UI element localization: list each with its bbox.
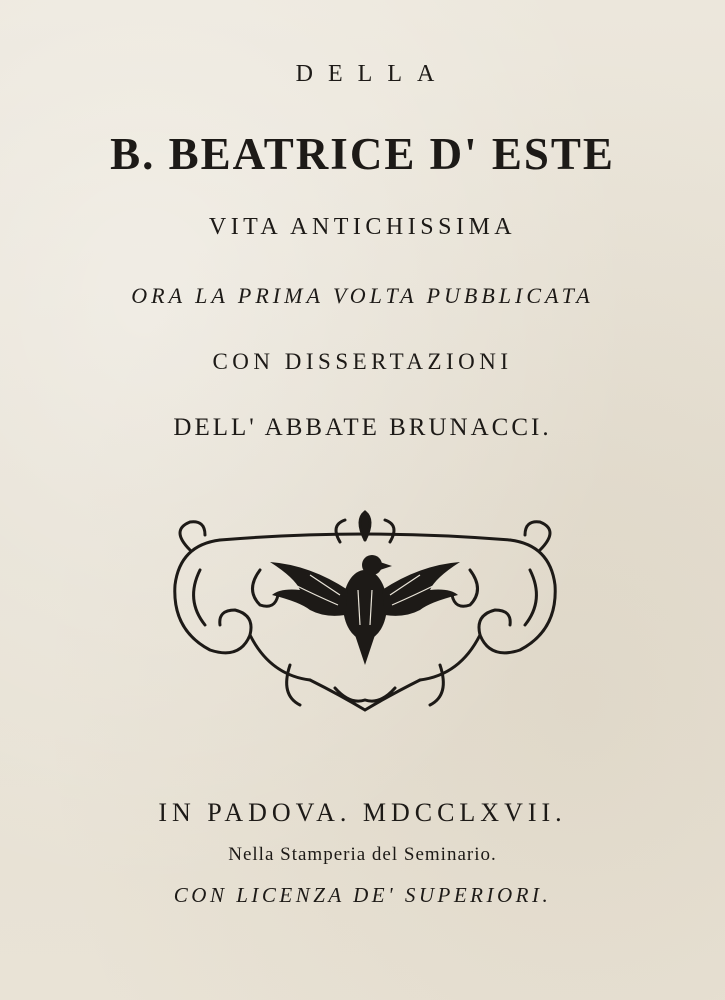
- subtitle-dissertations: CON DISSERTAZIONI: [212, 349, 513, 374]
- subtitle-vita: VITA ANTICHISSIMA: [208, 214, 517, 240]
- eagle-ornament-icon: [160, 510, 570, 715]
- license-line: CON LICENZA DE' SUPERIORI.: [173, 883, 552, 907]
- imprint-place-date: IN PADOVA. MDCCLXVII.: [158, 798, 567, 827]
- printer-line: Nella Stamperia del Seminario.: [228, 844, 497, 865]
- subtitle-publication-note: ORA LA PRIMA VOLTA PUBBLICATA: [131, 283, 594, 308]
- title-line-della: DELLA: [295, 61, 450, 87]
- author-line: DELL' ABBATE BRUNACCI.: [173, 414, 552, 441]
- main-title: B. BEATRICE D' ESTE: [110, 129, 615, 179]
